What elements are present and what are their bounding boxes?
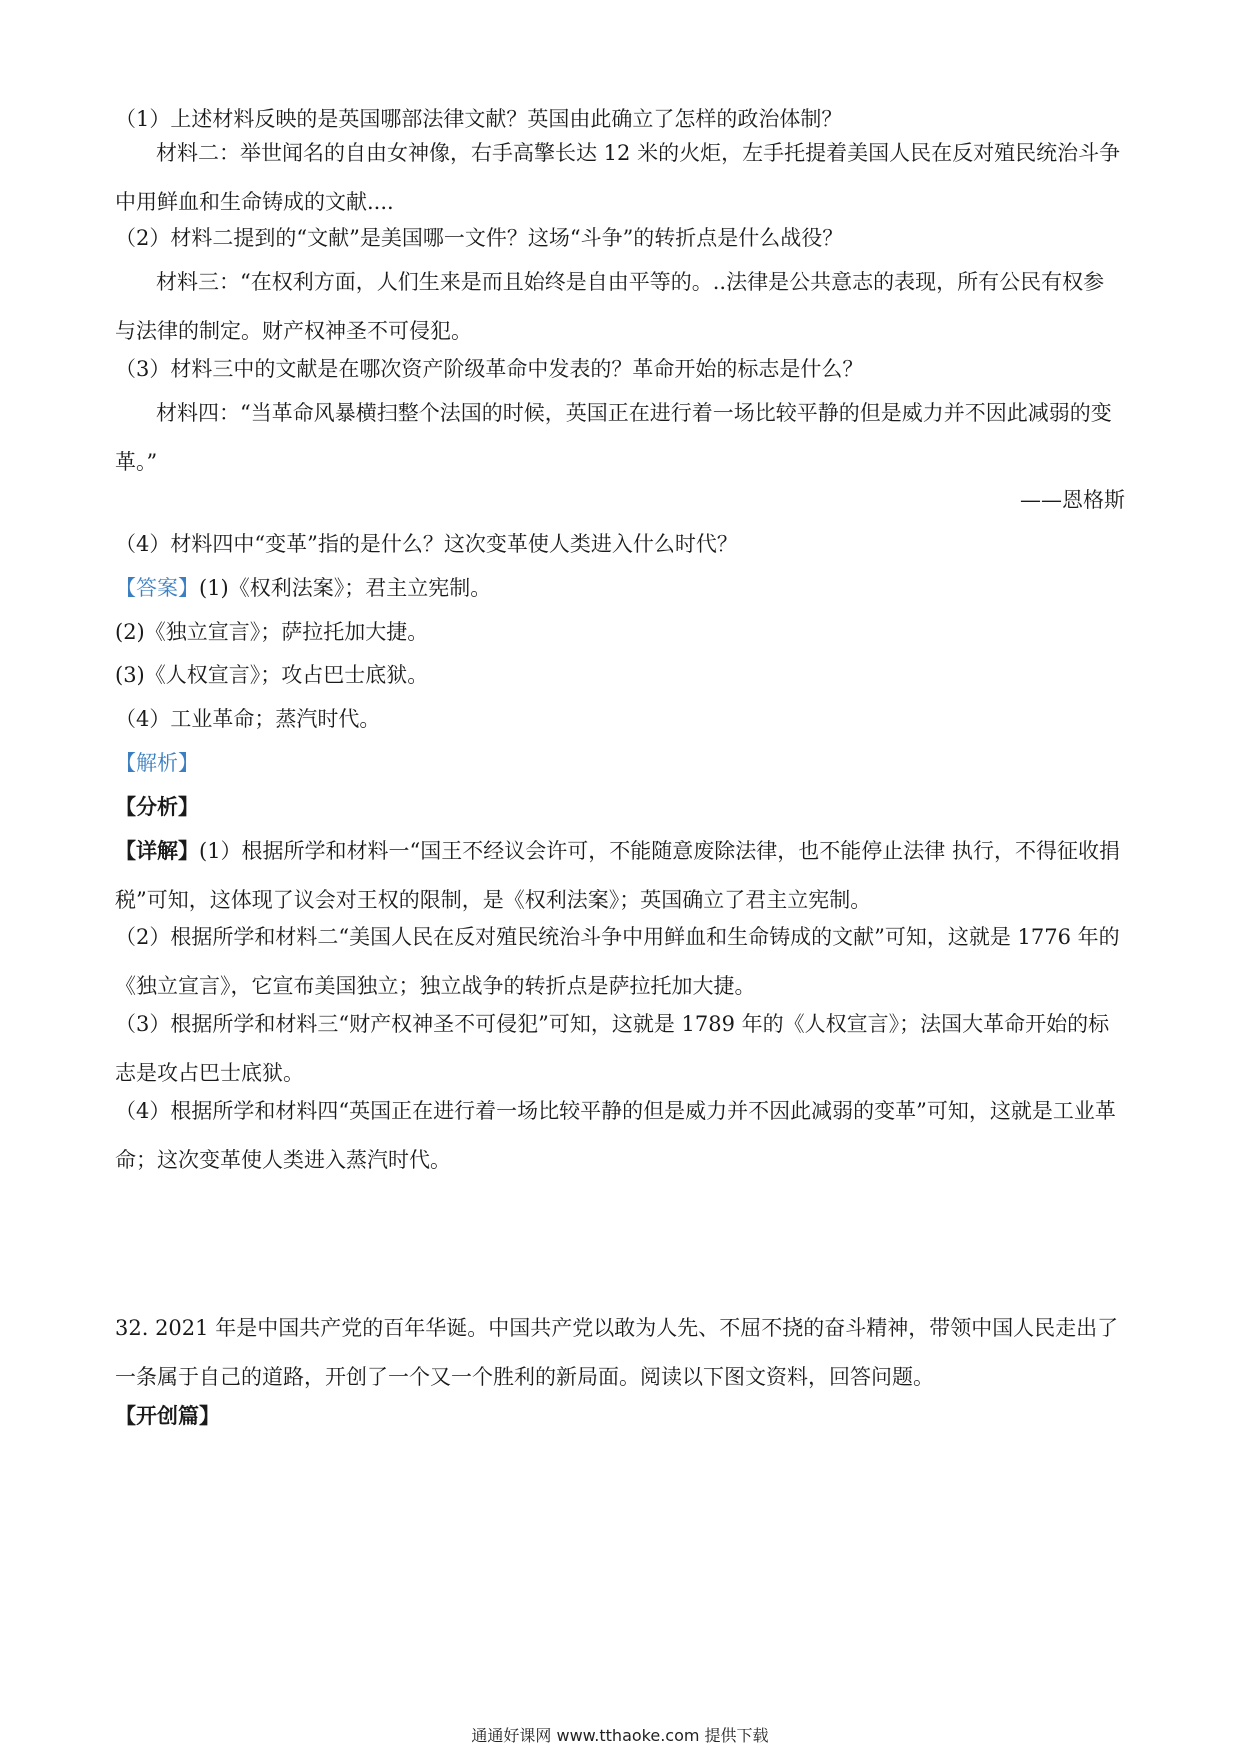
answer-3: (3)《人权宣言》；攻占巴士底狱。: [115, 663, 429, 687]
question-32-stem: 32. 2021 年是中国共产党的百年华诞。中国共产党以敢为人先、不屈不挠的奋斗精神，带领中国人民走出了一条属于自己的道路，开创了一个又一个胜利的新局面。阅读以下图文资料，回答问题。: [115, 1316, 1119, 1389]
question-4: （4）材料四中“变革”指的是什么？这次变革使人类进入什么时代？: [115, 532, 738, 556]
material-3: 材料三：“在权利方面，人们生来是而且始终是自由平等的。..法律是公共意志的表现，所有公民有权参与法律的制定。财产权神圣不可侵犯。: [115, 270, 1105, 343]
answer-label: 【答案】: [115, 576, 199, 600]
jiexi-label: 【解析】: [115, 751, 199, 775]
question-1: （1）上述材料反映的是英国哪部法律文献？英国由此确立了怎样的政治体制？: [115, 107, 843, 131]
attribution: ——恩格斯: [1020, 488, 1125, 512]
footer-source: 通通好课网 www.tthaoke.com 提供下载: [471, 1726, 769, 1745]
detail-3: （3）根据所学和材料三“财产权神圣不可侵犯”可知，这就是 1789 年的《人权宣言》；法国大革命开始的标志是攻占巴士底狱。: [115, 1012, 1110, 1085]
answer-line-1: [115, 564, 1125, 613]
answer-4: （4）工业革命；蒸汽时代。: [115, 707, 381, 731]
detail-1: [115, 826, 1125, 925]
material-2: 材料二：举世闻名的自由女神像，右手高擎长达 12 米的火炬，左手托提着美国人民在反对殖民统治斗争中用鲜血和生命铸成的文献....: [115, 141, 1121, 214]
detail-1-text: (1）根据所学和材料一“国王不经议会许可，不能随意废除法律，也不能停止法律 执行，不得征收捐税”可知，这体现了议会对王权的限制，是《权利法案》；英国确立了君主立宪制。: [115, 839, 1120, 912]
question-3: （3）材料三中的文献是在哪次资产阶级革命中发表的？革命开始的标志是什么？: [115, 357, 864, 381]
detail-2: （2）根据所学和材料二“美国人民在反对殖民统治斗争中用鲜血和生命铸成的文献”可知，这就是 1776 年的《独立宣言》，它宣布美国独立；独立战争的转折点是萨拉托加大捷。: [115, 925, 1120, 998]
detail-4: （4）根据所学和材料四“英国正在进行着一场比较平静的但是威力并不因此减弱的变革”可知，这就是工业革命；这次变革使人类进入蒸汽时代。: [115, 1099, 1116, 1172]
question-2: （2）材料二提到的“文献”是美国哪一文件？这场“斗争”的转折点是什么战役？: [115, 226, 844, 250]
answer-1: (1)《权利法案》；君主立宪制。: [199, 576, 492, 600]
section-kaichuang: 【开创篇】: [115, 1403, 220, 1428]
fenxi-label: 【分析】: [115, 794, 199, 819]
material-4: 材料四：“当革命风暴横扫整个法国的时候，英国正在进行着一场比较平静的但是威力并不因此减弱的变革。”: [115, 401, 1112, 474]
answer-2: (2)《独立宣言》；萨拉托加大捷。: [115, 620, 429, 644]
xiangjie-label: 【详解】: [115, 838, 199, 863]
